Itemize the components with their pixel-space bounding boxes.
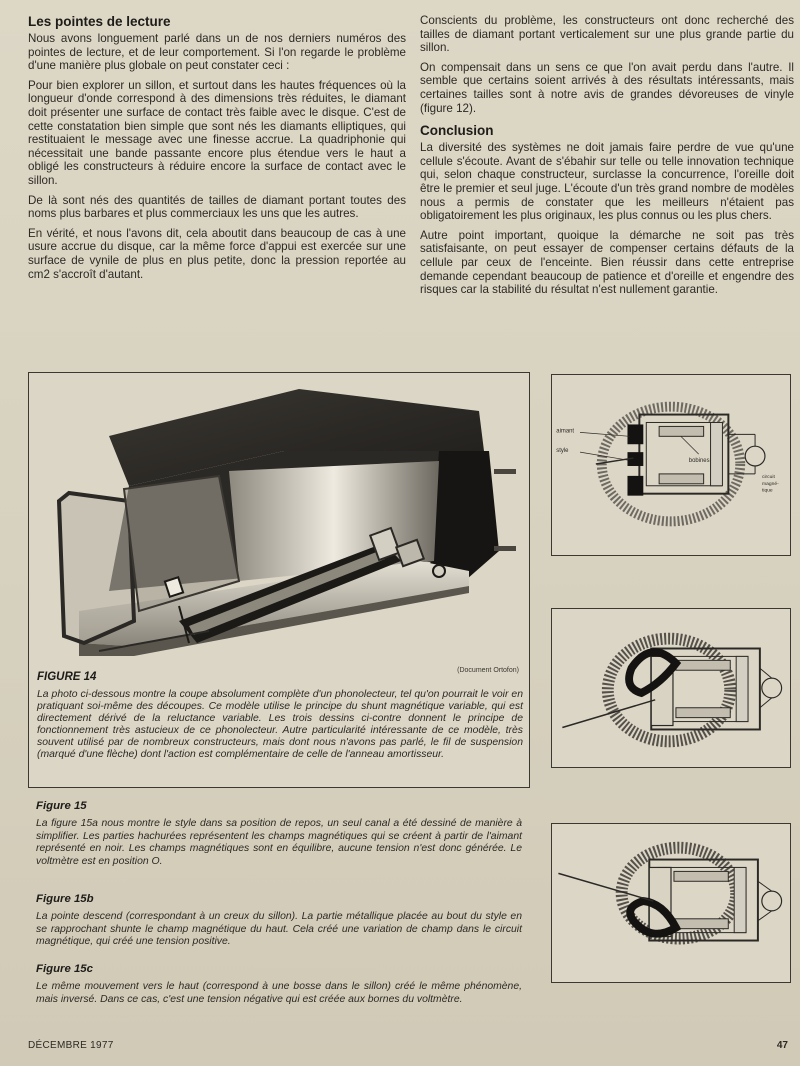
magnetic-circuit-down-diagram: [552, 609, 790, 767]
figure-15a-drawing: [551, 374, 791, 556]
magnetic-circuit-rest-diagram: [552, 375, 790, 555]
figure-15b-text: La pointe descend (correspondant à un creux du sillon). La partie métallique placée au bout du style en se rapprochant shunte le champ magnétique du haut. Cela créé une variation de champ dans le circuit magnétique, qui créé une tension positive.: [36, 911, 522, 948]
paragraph: Conscients du problème, les constructeurs ont donc recherché des tailles de diamant portant verticalement sur une plus grande partie du sillon.: [420, 14, 794, 55]
magnetic-circuit-up-diagram: [552, 824, 790, 982]
figure-15c-text: Le même mouvement vers le haut (correspond à une bosse dans le sillon) créé le même phénomène, mais inversé. Dans ce cas, c'est une tension négative qui est créée aux bornes du voltmètre.: [36, 981, 522, 1005]
section-heading-conclusion: Conclusion: [420, 123, 494, 139]
figure-15-text: La figure 15a nous montre le style dans sa position de repos, un seul canal a été dessiné de manière à simplifier. Les parties hachurées représentent les champs magnétiques qui se créent à partir de l'aimant représenté en noir. Les champs magnétiques sont en équilibre, aucune tension n'est donc générée. Le voltmètre est en position O.: [36, 818, 522, 867]
paragraph: En vérité, et nous l'avons dit, cela aboutit dans beaucoup de cas à une usure accrue du disque, car la même force d'appui est exercée sur une surface de vynile de plus en plus petite, donc la pression reportée au cm2 s'accroît d'autant.: [28, 226, 406, 281]
left-text-column: [28, 14, 406, 287]
figure-15c-drawing: [551, 823, 791, 983]
figure-14-box: [28, 372, 530, 788]
label-bobines: bobines: [688, 458, 710, 465]
figure-14-label: FIGURE 14: [37, 671, 97, 683]
photo-credit: (Document Ortofon): [457, 667, 519, 674]
label-tique: tique: [761, 488, 773, 494]
label-magnetique: magné-: [761, 481, 779, 487]
label-circuit: circuit: [761, 474, 775, 480]
right-text-column: [420, 14, 794, 303]
figure-15c-title: Figure 15c: [36, 963, 93, 975]
figure-15b-caption: [36, 893, 522, 949]
issue-date: DÉCEMBRE 1977: [28, 1040, 114, 1051]
figure-15c-caption: [36, 963, 522, 1006]
figure-15-title: Figure 15: [36, 800, 87, 812]
paragraph: La diversité des systèmes ne doit jamais faire perdre de vue qu'une cellule s'écoute. Avant de s'ébahir sur telle ou telle innovation technique qui, selon chaque constructeur, surclasse la concurrence, l'oreille doit être le premier et seul juge. L'écoute d'un très grand nombre de modèles nous a permis de constater que les meilleurs n'étaient pas obligatoirement les plus originaux, les plus connus ou les plus chers.: [420, 141, 794, 223]
figure-15b-drawing: [551, 608, 791, 768]
paragraph: Pour bien explorer un sillon, et surtout dans les hautes fréquences où la longueur d'onde correspond à des dimensions très réduites, le diamant doit présenter une surface de contact très faible avec le disque. C'est de cette constatation bien simple que sont nés les diamants elliptiques, qui restituaient le message avec une finesse accrue. La quadriphonie qui nécessitait une bande passante encore plus étendue vers le haut a obligé les constructeurs à réduire encore la surface de contact avec le sillon.: [28, 78, 406, 187]
cartridge-cutaway-photo: [39, 381, 521, 656]
figure-14-caption: La photo ci-dessous montre la coupe absolument complète d'un phonolecteur, tel qu'on pourrait le voir en pratiquant soi-même des découpes. Ce modèle utilise le principe du shunt magnétique variable, qui est directement dérivé de la reluctance variable. Les trois dessins ci-contre donnent le principe de fonctionnement très astucieux de ce phonolecteur. Autre particularité intéressante de ce modèle, très souvent utilisé par de nombreux constructeurs, mais dont nous n'avons pas parlé, le fil de suspension (marqué d'une flèche) dont l'action est complémentaire de celle de l'anneau amortisseur.: [37, 689, 523, 760]
paragraph: Nous avons longuement parlé dans un de nos derniers numéros des pointes de lecture, et de leur comportement. Si l'on regarde le problème d'une manière plus globale on peut constater ceci :: [28, 32, 406, 73]
section-heading-pointes: Les pointes de lecture: [28, 14, 171, 29]
label-aimant: aimant: [556, 428, 575, 435]
label-style: style: [556, 448, 569, 455]
paragraph: On compensait dans un sens ce que l'on avait perdu dans l'autre. Il semble que certains soient arrivés à des résultats intéressants, mais certaines tailles sont à notre avis de grandes dévoreuses de vinyle (figure 12).: [420, 60, 794, 115]
page-number: 47: [776, 1040, 788, 1051]
figure-15-caption: [36, 800, 522, 868]
figure-15b-title: Figure 15b: [36, 893, 94, 905]
paragraph: De là sont nés des quantités de tailles de diamant portant toutes des noms plus barbares et plus commerciaux les uns que les autres.: [28, 193, 406, 221]
paragraph: Autre point important, quoique la démarche ne soit pas très satisfaisante, on peut essayer de compenser certains défauts de la cellule par ceux de l'enceinte. Bien réussir dans cette entreprise demande cependant beaucoup de patience et d'oreille et engendre des risques car la stabilité du résultat n'est nullement garantie.: [420, 228, 794, 297]
